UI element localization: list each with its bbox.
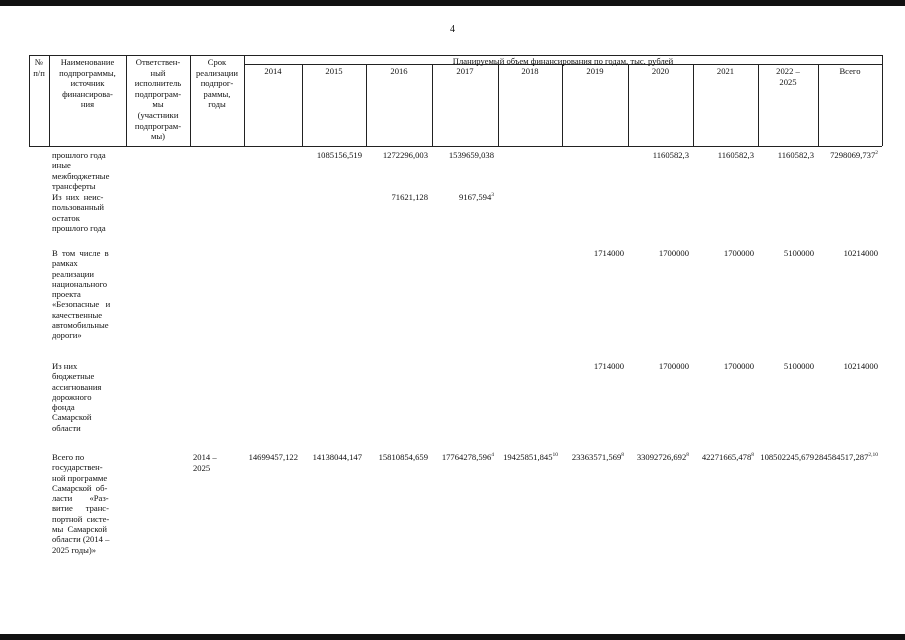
row-name: Всего по государствен- ной программе Самарской об- ласти «Раз- витие транс- портной систе- мы Самарской области (2014 – 2025 годы)» [52,452,110,555]
row-value: 7298069,737$^2$ [830,150,878,160]
header-year: 2016 [390,66,408,76]
row-value: 1272296,003 [382,150,428,160]
row-value: 1700000 [723,248,754,258]
top-border [0,0,905,6]
footnote-mark: 8 [621,452,624,458]
header-number: № п/п [33,57,45,78]
row-value: 14138044,147 [312,452,362,462]
row-value: 1539659,038 [448,150,494,160]
row-value: 108502245,679 [760,452,814,462]
header-year: 2017 [456,66,474,76]
row-value: 14699457,122 [248,452,298,462]
row-value: 9167,594$^3$ [459,192,494,202]
header-term: Срок реализации подпрог- раммы, годы [196,57,238,110]
footnote-mark: 3 [491,192,494,198]
row-value: 1714000 [593,248,624,258]
row-value: 1700000 [658,248,689,258]
page-number: 4 [450,24,455,35]
row-value: 71621,128 [391,192,428,202]
row-name: Из них бюджетные ассигнования дорожного фонда Самарской области [52,361,102,433]
column-rule [882,55,883,146]
row-value: 10214000 [843,248,878,258]
row-value: 10214000 [843,361,878,371]
row-name: прошлого года иные межбюджетные трансферты [52,150,110,191]
row-value: 23363571,569$^8$ [571,452,624,462]
row-value: 1160582,3 [777,150,814,160]
header-year: 2022 – 2025 [776,66,800,87]
row-value: 1700000 [658,361,689,371]
footnote-mark: 8 [751,452,754,458]
footnote-mark: 4 [491,452,494,458]
row-value: 15810854,659 [378,452,428,462]
row-value: 1085156,519 [316,150,362,160]
header-year: 2014 [264,66,282,76]
footnote-mark: 8 [686,452,689,458]
header-year: Всего [839,66,861,76]
row-value: 284584517,287$^{2,10}$ [814,452,878,462]
row-term: 2014 – 2025 [193,452,217,473]
bottom-border [0,634,905,640]
footnote-mark: 2 [875,150,878,156]
row-value: 19425851,845$^{10}$ [503,452,558,462]
header-funding-title: Планируемый объем финансирования по годам, тыс. рублей [452,56,674,66]
row-value: 1160582,3 [717,150,754,160]
header-year: 2019 [586,66,604,76]
row-value: 42271665,478$^8$ [701,452,754,462]
row-value: 33092726,692$^8$ [636,452,689,462]
header-name: Наименование подпрограммы, источник финансирова- ния [59,57,116,110]
header-year: 2018 [521,66,539,76]
header-bottom-rule [29,146,882,147]
row-value: 17764278,596$^4$ [441,452,494,462]
header-executor: Ответствен- ный исполнитель подпрограм- мы (участники подпрограм- мы) [134,57,182,142]
header-year: 2015 [325,66,343,76]
row-value: 5100000 [783,248,814,258]
footnote-mark: 10 [552,452,558,458]
row-value: 1160582,3 [652,150,689,160]
row-name: Из них неис- пользованный остаток прошлого года [52,192,106,233]
header-year: 2021 [716,66,735,76]
row-name: В том числе в рамках реализации национального проекта «Безопасные и качественные автомобильные дороги» [52,248,111,341]
row-value: 5100000 [783,361,814,371]
row-value: 1700000 [723,361,754,371]
header-year: 2020 [651,66,670,76]
footnote-mark: 2,10 [868,452,878,458]
row-value: 1714000 [593,361,624,371]
